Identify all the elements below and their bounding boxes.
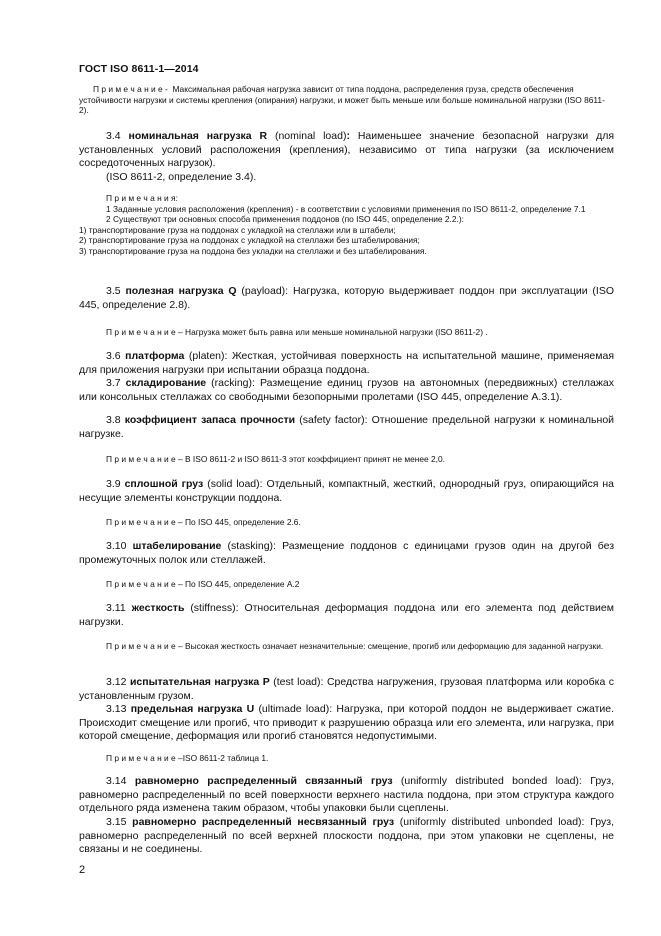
definition-3-5: [79, 285, 614, 312]
term-reference: (ISO 8611-2, определение 3.4).: [106, 170, 257, 183]
term-number: 3.4: [106, 130, 121, 142]
notes-3-4: [79, 193, 614, 257]
note-3-8: [79, 454, 614, 465]
term-english: (platen):: [188, 350, 228, 362]
note-text: –ISO 8611-2 таблица 1.: [178, 753, 269, 763]
term-definition: Груз, равномерно распределенный по всей верхней плоскости поддона, при этом упаковки не сцеплены, не связаны и не соединены.: [79, 816, 615, 856]
term-name: сплошной груз: [124, 478, 204, 490]
definition-3-9: [79, 478, 614, 505]
term-english: (solid load):: [207, 478, 263, 490]
note-label: П р и м е ч а н и е -: [93, 84, 168, 94]
term-english: (nominal load): [274, 130, 347, 142]
definition-3-10: [79, 540, 614, 567]
term-number: 3.10: [106, 540, 127, 552]
term-definition: Нагрузка, при которой поддон не выдерживает сжатие. Происходит смещение или прогиб, что приводит к разрушению образца или его элемента, или нагрузка, при которой смещение, деформация или прогиб становятся недопустимыми.: [79, 703, 615, 743]
term-number: 3.12: [106, 676, 127, 688]
definition-3-6: [79, 350, 614, 377]
definition-3-12: [79, 676, 614, 703]
term-english: (ultimade load):: [258, 703, 333, 715]
note-text: – В ISO 8611-2 и ISO 8611-3 этот коэффициент принят не менее 2,0.: [178, 454, 445, 464]
term-number: 3.8: [106, 414, 121, 426]
note-3-13: [79, 753, 614, 764]
list-item: 3) транспортирование груза на поддона без укладки на стеллажи и без штабелирования.: [79, 245, 427, 256]
notes-label: П р и м е ч а н и я:: [106, 193, 178, 203]
list-item: 2) транспортирование груза на поддонах с укладкой на стеллажи без штабелирования;: [79, 235, 420, 246]
term-definition: Груз, равномерно распределенный по всей поверхности верхнего настила поддона, при этом структура каждого отдельного ряда изменена таким образом, чтобы упаковки были сцеплены.: [79, 775, 615, 815]
term-definition: Отношение предельной нагрузки к номинальной нагрузке.: [79, 414, 615, 440]
note-1: 1 Заданные условия расположения (крепления) - в соответствии с условиями применения по ISO 8611-2, определение 7.1: [106, 203, 586, 214]
term-english: (stiffness):: [190, 602, 239, 614]
note-text: – По ISO 445, определение 2.6.: [178, 517, 301, 527]
term-english: (uniformly distributed bonded load):: [400, 775, 582, 787]
note-3-9: [79, 517, 614, 528]
intro-note: [79, 84, 614, 116]
term-number: 3.11: [106, 602, 126, 614]
note-label: П р и м е ч а н и е: [106, 579, 176, 589]
term-name: полезная нагрузка Q: [125, 285, 237, 297]
note-3-5: [79, 327, 614, 338]
term-number: 3.15: [106, 816, 127, 828]
note-label: П р и м е ч а н и е: [106, 327, 176, 337]
note-text: Максимальная рабочая нагрузка зависит от типа поддона, распределения груза, средств обеспечения устойчивости нагрузки и системы крепления (опирания) нагрузки, и может быть меньше или больше номинальной нагрузки (ISO 8611-2).: [79, 84, 605, 116]
term-name: предельная нагрузка U: [130, 703, 255, 715]
term-definition: Отдельный, компактный, жесткий, однородный груз, опирающийся на несущие элементы конструкции поддона.: [79, 478, 615, 504]
page-number: 2: [79, 864, 86, 876]
term-definition: Размещение поддонов с единицами грузов один на другой без промежуточных полок или стеллажей.: [79, 540, 615, 566]
term-english: (racking):: [211, 377, 255, 389]
note-label: П р и м е ч а н и е: [106, 641, 176, 651]
term-english: (uniformly distributed unbonded load):: [399, 816, 585, 828]
term-definition: Наименьшее значение безопасной нагрузки для установленных условий расположения (крепления), независимо от типа нагрузки (за исключением сосредоточенных нагрузок).: [79, 130, 615, 170]
definition-3-4: [79, 130, 614, 184]
term-definition: Размещение единиц грузов на автономных (передвижных) стеллажах или консольных стеллажах со свободными безопорными пролетами (ISO 445, определение А.3.1).: [79, 377, 615, 403]
term-number: 3.14: [106, 775, 127, 787]
definition-3-13: [79, 703, 614, 744]
note-text: – Нагрузка может быть равна или меньше номинальной нагрузки (ISO 8611-2) .: [178, 327, 488, 337]
note-2: 2 Существуют три основных способа применения поддонов (по ISO 445, определение 2.2.):: [106, 214, 464, 225]
note-text: – По ISO 445, определение А.2: [178, 579, 300, 589]
document-header: ГОСТ ISO 8611-1—2014: [79, 63, 199, 75]
definition-3-8: [79, 414, 614, 441]
term-definition: Относительная деформация поддона или его элемента под действием нагрузки.: [79, 602, 614, 628]
note-3-10: [79, 579, 614, 590]
term-name: штабелирование: [132, 540, 222, 552]
note-label: П р и м е ч а н и е: [106, 753, 176, 763]
term-colon: :: [346, 130, 350, 142]
term-definition: Нагрузка, которую выдерживает поддон при эксплуатации (ISO 445, определение 2.8).: [79, 285, 615, 311]
note-3-11: [79, 641, 614, 652]
term-name: испытательная нагрузка P: [129, 676, 270, 688]
term-number: 3.5: [106, 285, 121, 297]
list-item: 1) транспортирование груза на поддонах с укладкой на стеллажи или в штабели;: [79, 224, 396, 235]
note-text: – Высокая жесткость означает незначительные: смещение, прогиб или деформацию для заданной нагрузки.: [178, 641, 604, 651]
term-english: (safety factor):: [299, 414, 368, 426]
term-definition: Жесткая, устойчивая поверхность на испытательной машине, применяемая для приложения нагрузки при испытании образца поддона.: [79, 350, 615, 376]
term-name: равномерно распределенный несвязанный груз: [132, 816, 395, 828]
term-name: складирование: [125, 377, 207, 389]
note-label: П р и м е ч а н и е: [106, 454, 176, 464]
definition-3-11: [79, 602, 614, 629]
definition-3-15: [79, 816, 614, 857]
term-name: жесткость: [131, 602, 185, 614]
definition-3-7: [79, 377, 614, 404]
term-name: платформа: [125, 350, 185, 362]
term-name: равномерно распределенный связанный груз: [134, 775, 393, 787]
term-number: 3.9: [106, 478, 121, 490]
term-number: 3.13: [106, 703, 127, 715]
term-english: (stasking):: [227, 540, 276, 552]
term-definition: Средства нагружения, грузовая платформа или коробка с установленным грузом.: [79, 676, 615, 702]
note-label: П р и м е ч а н и е: [106, 517, 176, 527]
term-english: (test load):: [273, 676, 324, 688]
term-name: номинальная нагрузка R: [128, 130, 268, 142]
definition-3-14: [79, 775, 614, 816]
term-english: (payload):: [241, 285, 289, 297]
term-number: 3.7: [106, 377, 121, 389]
term-number: 3.6: [106, 350, 121, 362]
term-name: коэффициент запаса прочности: [124, 414, 296, 426]
